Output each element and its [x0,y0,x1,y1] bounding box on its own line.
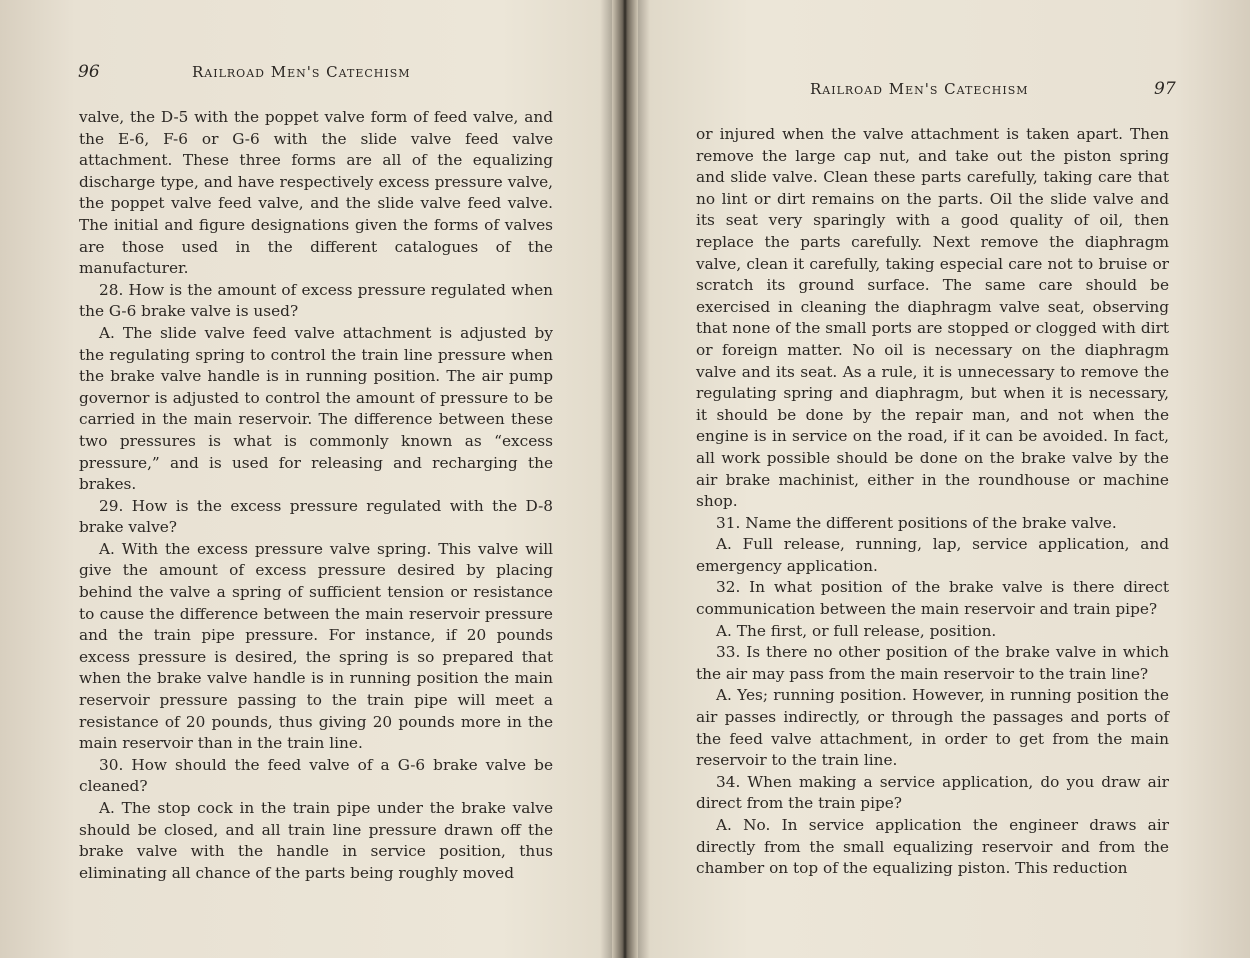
page-number: 97 [1154,79,1176,99]
left-page [0,0,612,958]
right-page [638,0,1250,958]
running-head: Railroad Men's Catechism [192,63,411,81]
answer: A. Full release, running, lap, service application, and emergency application. [696,535,1169,575]
question: 33. Is there no other position of the brake valve in which the air may pass from the main reservoir to the train line? [696,643,1169,683]
answer: A. Yes; running position. However, in running position the air passes indirectly, or through the passages and ports of the feed valve attachment, in order to get from the main reservoir to the train line. [696,686,1169,770]
question: 30. How should the feed valve of a G-6 brake valve be cleaned? [79,755,553,796]
page-number: 96 [78,62,100,82]
paragraph: valve, the D-5 with the poppet valve form of feed valve, and the E-6, F-6 or G-6 with the slide valve feed valve attachment. These three forms are all of the equalizing discharge type, and have respectively excess pressure valve, the poppet valve feed valve, and the slide valve feed valve. The initial and figure designations given the forms of valves are those used in the different catalogues of the manufacturer. [79,108,553,278]
question: 34. When making a service application, do you draw air direct from the train pipe? [696,772,1169,813]
question: 31. Name the different positions of the brake valve. [716,513,1117,532]
answer: A. The stop cock in the train pipe under the brake valve should be closed, and all train line pressure drawn off the brake valve with the handle in service position, thus eliminating all chance of the parts being roughly moved [79,799,553,882]
answer: A. No. In service application the engineer draws air directly from the small equalizing reservoir and from the chamber on top of the equalizing piston. This reduction [696,816,1169,878]
book-gutter [612,0,638,958]
running-head: Railroad Men's Catechism [810,80,1029,98]
paragraph: or injured when the valve attachment is taken apart. Then remove the large cap nut, and take out the piston spring and slide valve. Clean these parts carefully, taking care that no lint or dirt remains on the parts. Oil the slide valve and its seat very sparingly with a good quality of oil, then replace the parts carefully. Next remove the diaphragm valve, clean it carefully, taking especial care not to bruise or scratch its ground surface. The same care should be exercised in cleaning the diaphragm valve seat, observing that none of the small ports are stopped or clogged with dirt or foreign matter. No oil is necessary on the diaphragm valve and its seat. As a rule, it is unnecessary to remove the regulating spring and diaphragm, but when it is necessary, it should be done by the repair man, and not when the engine is in service on the road, if it can be avoided. In fact, all work possible should be done on the brake valve by the air brake machinist, either in the roundhouse or machine shop. [696,125,1169,511]
question: 32. In what position of the brake valve is there direct communication between the main reservoir and train pipe? [696,578,1169,619]
answer: A. The slide valve feed valve attachment is adjusted by the regulating spring to control the train line pressure when the brake valve handle is in running position. The air pump governor is adjusted to control the amount of pressure to be carried in the main reservoir. The difference between these two pressures is what is commonly known as “excess pressure,” and is used for releasing and recharging the brakes. [79,323,553,494]
question: 28. How is the amount of excess pressure regulated when the G-6 brake valve is used? [79,280,553,321]
answer: A. The first, or full release, position. [716,621,997,640]
page-body [79,107,553,884]
page-body [696,124,1169,880]
answer: A. With the excess pressure valve spring. This valve will give the amount of excess pressure desired by placing behind the valve a spring of sufficient tension or resistance to cause the difference between the main reservoir pressure and the train pipe pressure. For instance, if 20 pounds excess pressure is desired, the spring is so prepared that when the brake valve handle is in running position the main reservoir pressure passing to the train pipe will meet a resistance of 20 pounds, thus giving 20 pounds more in the main reservoir than in the train line. [79,539,553,753]
question: 29. How is the excess pressure regulated with the D-8 brake valve? [79,496,553,537]
